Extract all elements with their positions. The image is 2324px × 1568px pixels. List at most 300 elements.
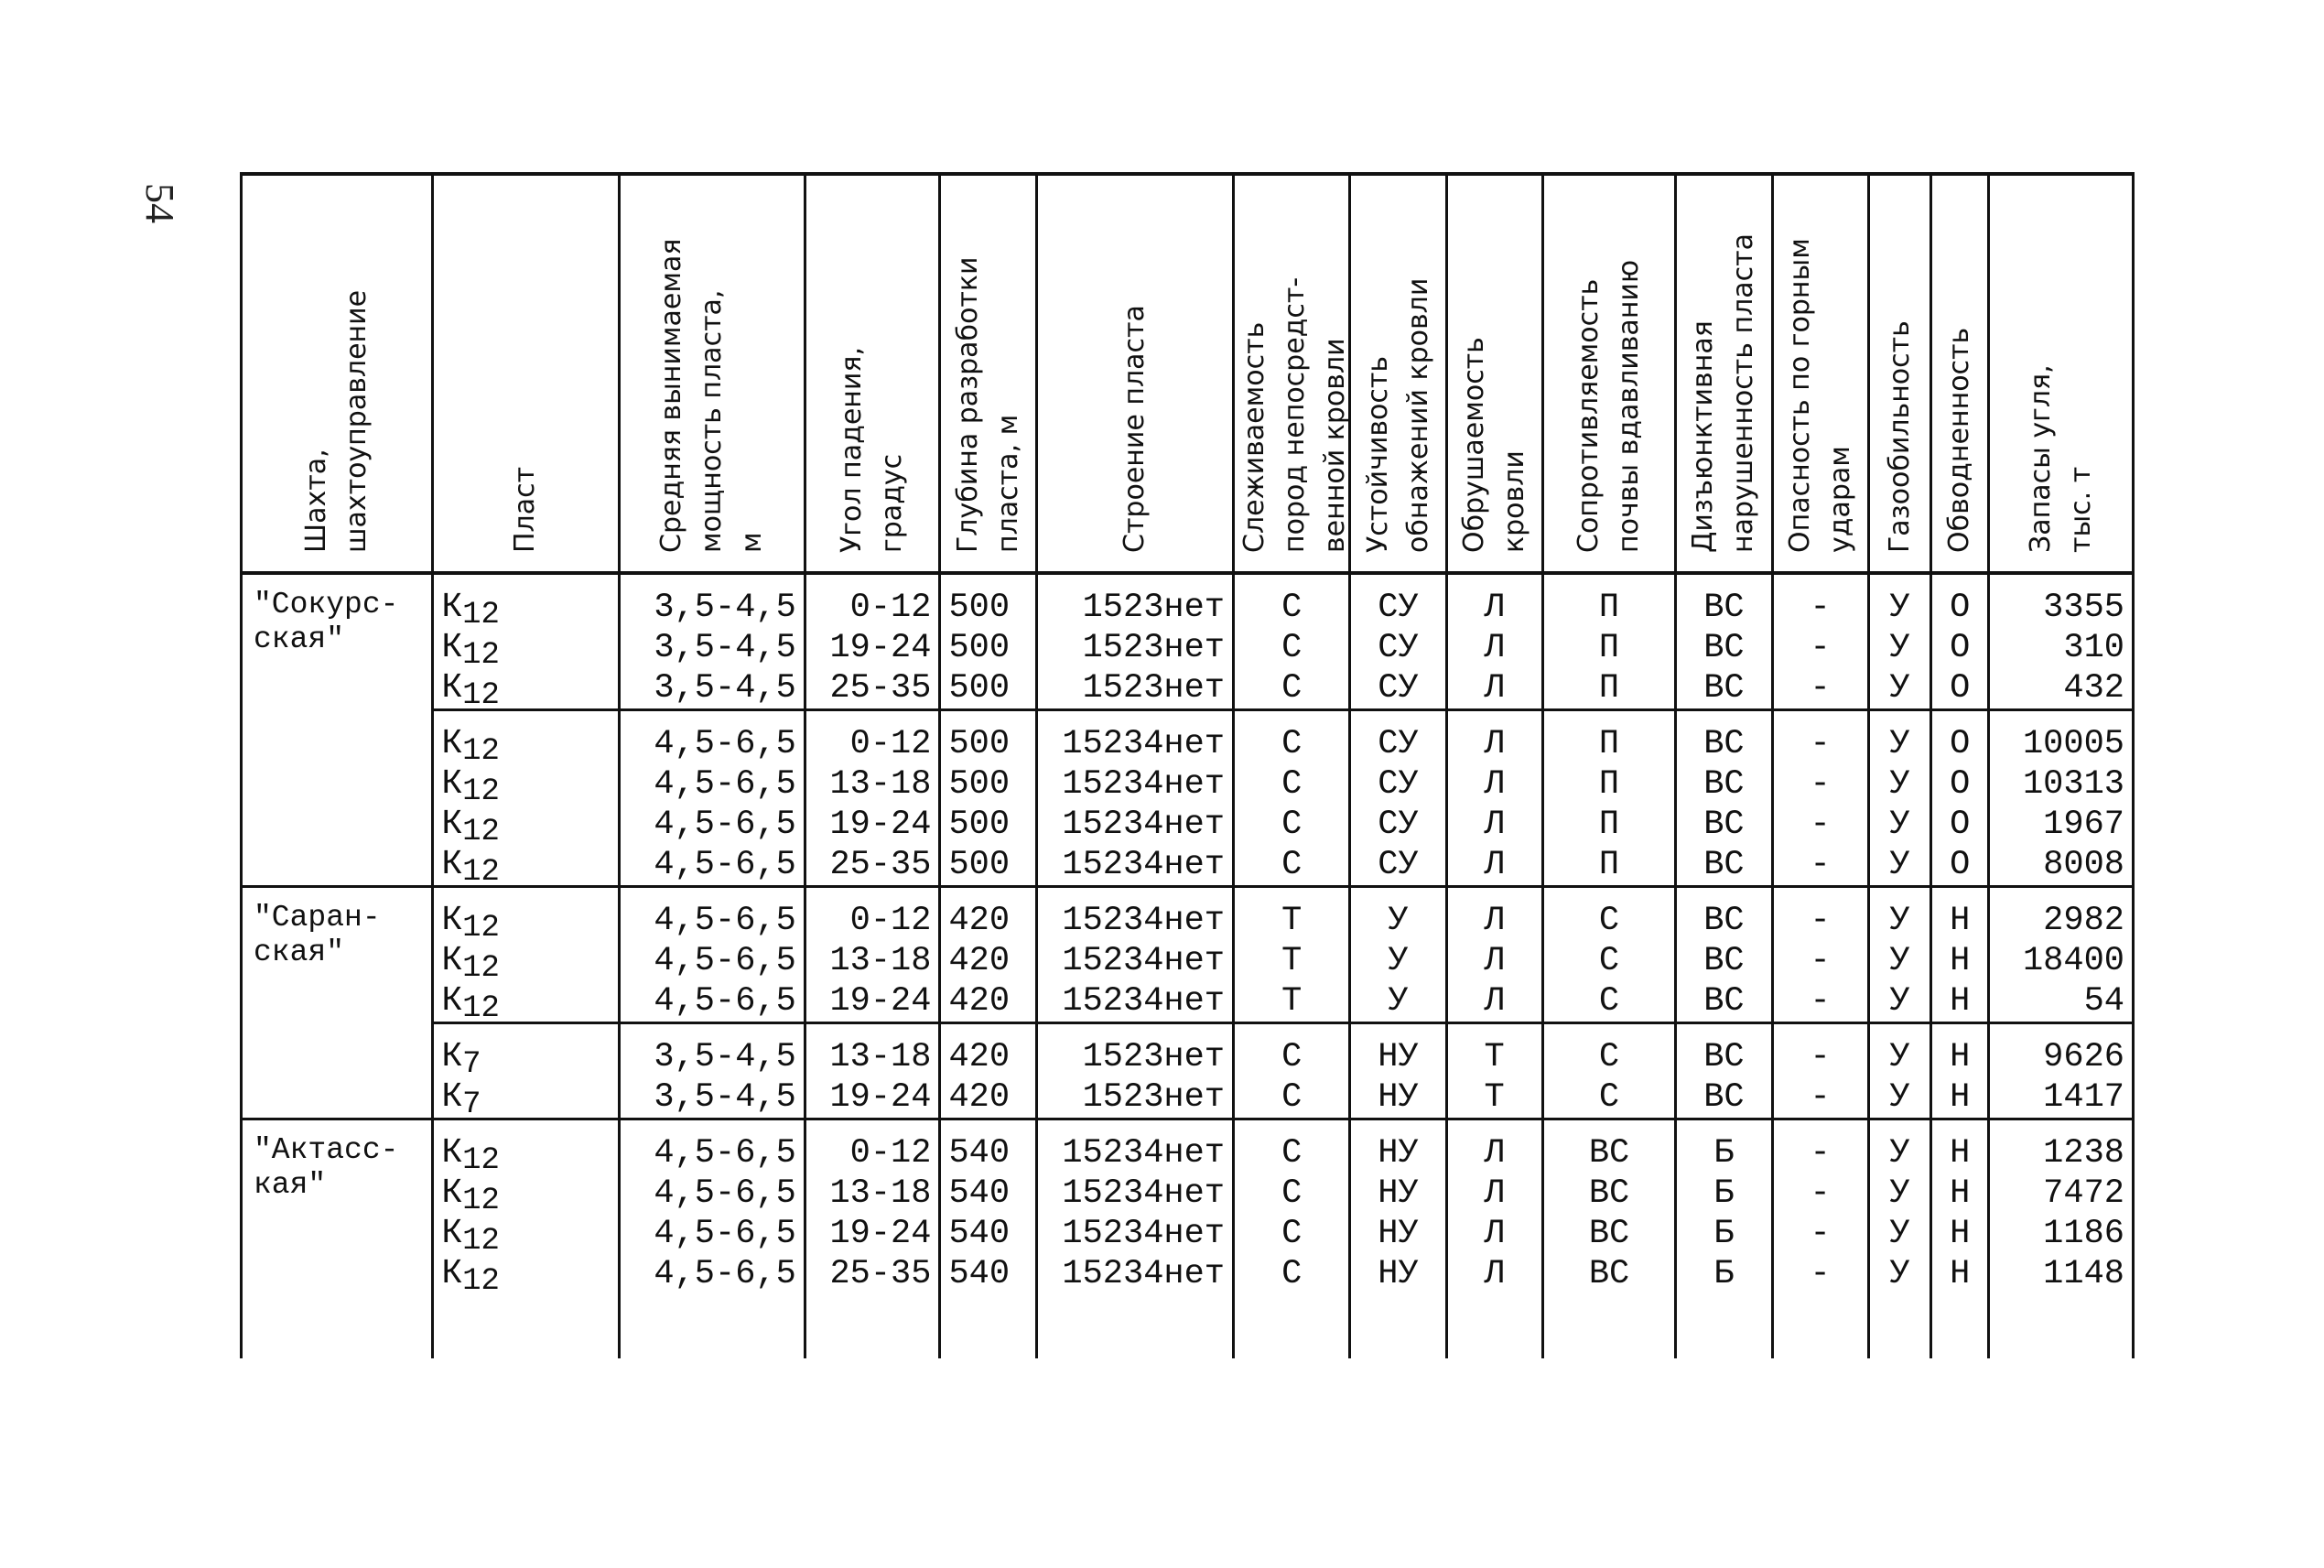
rock-burst-hazard-value: - <box>1810 902 1831 940</box>
roof-stability-value: НУ <box>1378 1174 1419 1213</box>
thickness-value: 4,5-6,5 <box>654 846 796 884</box>
water-content-value: О <box>1950 725 1971 763</box>
disjunctive-faulting-value: Б <box>1713 1215 1735 1253</box>
gas-content-value: У <box>1889 982 1910 1021</box>
col-thickness-cell <box>619 1023 805 1119</box>
water-content-value: Н <box>1950 1215 1971 1253</box>
rock-burst-hazard-value: - <box>1810 669 1831 708</box>
floor-resistance-value: П <box>1598 765 1620 804</box>
col-dip-angle-cell <box>805 573 940 710</box>
seam-value: $К_{12}$ <box>441 764 500 805</box>
roof-caking-value: С <box>1281 806 1303 844</box>
thickness-value: 3,5-4,5 <box>654 629 796 667</box>
col-dip-angle-cell <box>805 1119 940 1359</box>
col-depth-cell <box>940 573 1036 710</box>
seam-value: $К_{12}$ <box>441 1254 500 1294</box>
header-label: Дизъюнктивная нарушенность пласта <box>1687 233 1760 553</box>
dip-angle-value: 13-18 <box>829 942 932 980</box>
col-thickness-cell <box>619 710 805 887</box>
structure-value: 15234нет <box>1062 1255 1226 1293</box>
disjunctive-faulting-value: ВС <box>1703 942 1745 980</box>
col-disjunctive-faulting-cell <box>1676 887 1772 1023</box>
rock-burst-hazard-value: - <box>1810 1134 1831 1173</box>
col-coal-reserves-cell <box>1989 1119 2134 1359</box>
disjunctive-faulting-value: ВС <box>1703 669 1745 708</box>
dip-angle-value: 25-35 <box>829 1255 932 1293</box>
header-label: Угол падения, градус <box>836 347 909 553</box>
col-floor-resistance-cell <box>1542 887 1676 1023</box>
col-rock-burst-hazard-cell <box>1772 887 1868 1023</box>
mine-name: "Сокурс- ская" <box>254 588 399 656</box>
col-roof-caking-cell <box>1234 1119 1350 1359</box>
roof-caving-value: Л <box>1484 1174 1505 1213</box>
roof-caking-value: Т <box>1281 942 1303 980</box>
roof-caving-value: Л <box>1484 942 1505 980</box>
roof-caving-value: Л <box>1484 629 1505 667</box>
thickness-value: 4,5-6,5 <box>654 806 796 844</box>
col-roof-stability-cell <box>1350 887 1446 1023</box>
header-label: Запасы угля, тыс. т <box>2024 364 2097 553</box>
floor-resistance-value: С <box>1598 902 1620 940</box>
seam-value: $К_{12}$ <box>441 588 500 628</box>
col-gas-content-cell <box>1868 1119 1931 1359</box>
floor-resistance-value: П <box>1598 669 1620 708</box>
depth-value: 420 <box>948 1038 1011 1076</box>
roof-caving-value: Л <box>1484 902 1505 940</box>
mine-name-cell <box>242 573 433 887</box>
col-roof-caving-cell <box>1446 887 1542 1023</box>
coal-reserves-value: 1186 <box>2043 1215 2124 1253</box>
roof-caving-value: Л <box>1484 669 1505 708</box>
dip-angle-value: 25-35 <box>829 846 932 884</box>
structure-value: 15234нет <box>1062 902 1226 940</box>
header-label: Строение пласта <box>1118 305 1151 553</box>
col-floor-resistance-cell <box>1542 710 1676 887</box>
disjunctive-faulting-value: Б <box>1713 1134 1735 1173</box>
disjunctive-faulting-value: ВС <box>1703 1038 1745 1076</box>
rock-burst-hazard-value: - <box>1810 629 1831 667</box>
header-label: Средняя вынимаемая мощность пласта, м <box>654 238 768 553</box>
rock-burst-hazard-value: - <box>1810 846 1831 884</box>
roof-caving-value: Т <box>1484 1038 1505 1076</box>
structure-value: 15234нет <box>1062 846 1226 884</box>
floor-resistance-value: ВС <box>1588 1134 1630 1173</box>
data-row-group <box>242 1023 2134 1119</box>
gas-content-value: У <box>1889 902 1910 940</box>
col-dip-angle-cell <box>805 710 940 887</box>
data-row-group <box>242 1119 2134 1359</box>
structure-value: 15234нет <box>1062 725 1226 763</box>
dip-angle-value: 13-18 <box>829 765 932 804</box>
col-water-content-cell <box>1931 573 1989 710</box>
header-roof-caking <box>1234 174 1350 573</box>
dip-angle-value: 19-24 <box>829 629 932 667</box>
gas-content-value: У <box>1889 1255 1910 1293</box>
structure-value: 1523нет <box>1082 589 1226 627</box>
depth-value: 420 <box>948 902 1011 940</box>
header-dip-angle <box>805 174 940 573</box>
col-thickness-cell <box>619 1119 805 1359</box>
header-rock-burst-hazard <box>1772 174 1868 573</box>
rock-burst-hazard-value: - <box>1810 589 1831 627</box>
depth-value: 500 <box>948 806 1011 844</box>
floor-resistance-value: П <box>1598 846 1620 884</box>
col-thickness-cell <box>619 887 805 1023</box>
coal-reserves-value: 1967 <box>2043 806 2124 844</box>
roof-caking-value: С <box>1281 765 1303 804</box>
header-label: Обводненность <box>1943 327 1976 553</box>
page-number: 54 <box>137 183 182 223</box>
roof-caving-value: Л <box>1484 725 1505 763</box>
roof-caking-value: С <box>1281 1134 1303 1173</box>
roof-caving-value: Л <box>1484 1134 1505 1173</box>
roof-caking-value: С <box>1281 1215 1303 1253</box>
header-gas-content <box>1868 174 1931 573</box>
dip-angle-value: 0-12 <box>849 725 932 763</box>
col-thickness-cell <box>619 573 805 710</box>
gas-content-value: У <box>1889 725 1910 763</box>
col-structure-cell <box>1036 1023 1233 1119</box>
thickness-value: 4,5-6,5 <box>654 725 796 763</box>
gas-content-value: У <box>1889 1215 1910 1253</box>
gas-content-value: У <box>1889 669 1910 708</box>
rock-burst-hazard-value: - <box>1810 765 1831 804</box>
seam-value: $К_7$ <box>441 1077 481 1118</box>
roof-caving-value: Л <box>1484 846 1505 884</box>
header-label: Глубина разработки пласта, м <box>951 256 1024 553</box>
roof-stability-value: НУ <box>1378 1134 1419 1173</box>
header-structure <box>1036 174 1233 573</box>
col-roof-caking-cell <box>1234 887 1350 1023</box>
seam-cell <box>433 1119 619 1359</box>
dip-angle-value: 13-18 <box>829 1038 932 1076</box>
depth-value: 500 <box>948 669 1011 708</box>
coal-reserves-value: 1238 <box>2043 1134 2124 1173</box>
water-content-value: О <box>1950 629 1971 667</box>
thickness-value: 3,5-4,5 <box>654 1038 796 1076</box>
coal-reserves-value: 54 <box>2083 982 2124 1021</box>
depth-value: 500 <box>948 846 1011 884</box>
structure-value: 1523нет <box>1082 1078 1226 1117</box>
coal-reserves-value: 10005 <box>2022 725 2124 763</box>
col-roof-stability-cell <box>1350 1119 1446 1359</box>
col-floor-resistance-cell <box>1542 1119 1676 1359</box>
roof-stability-value: СУ <box>1378 669 1419 708</box>
seam-value: $К_{12}$ <box>441 981 500 1022</box>
col-gas-content-cell <box>1868 887 1931 1023</box>
floor-resistance-value: П <box>1598 629 1620 667</box>
seam-value: $К_{12}$ <box>441 805 500 845</box>
col-coal-reserves-cell <box>1989 887 2134 1023</box>
rock-burst-hazard-value: - <box>1810 1174 1831 1213</box>
mine-name-cell <box>242 887 433 1119</box>
water-content-value: О <box>1950 589 1971 627</box>
rock-burst-hazard-value: - <box>1810 1215 1831 1253</box>
roof-caving-value: Л <box>1484 806 1505 844</box>
dip-angle-value: 25-35 <box>829 669 932 708</box>
coal-reserves-value: 1148 <box>2043 1255 2124 1293</box>
structure-value: 1523нет <box>1082 629 1226 667</box>
col-coal-reserves-cell <box>1989 710 2134 887</box>
col-disjunctive-faulting-cell <box>1676 1119 1772 1359</box>
seam-value: $К_{12}$ <box>441 1133 500 1173</box>
col-roof-caving-cell <box>1446 1119 1542 1359</box>
coal-reserves-value: 1417 <box>2043 1078 2124 1117</box>
disjunctive-faulting-value: ВС <box>1703 806 1745 844</box>
col-coal-reserves-cell <box>1989 1023 2134 1119</box>
floor-resistance-value: П <box>1598 589 1620 627</box>
disjunctive-faulting-value: Б <box>1713 1255 1735 1293</box>
gas-content-value: У <box>1889 806 1910 844</box>
water-content-value: О <box>1950 846 1971 884</box>
floor-resistance-value: С <box>1598 1078 1620 1117</box>
roof-caking-value: С <box>1281 1174 1303 1213</box>
header-disjunctive-faulting <box>1676 174 1772 573</box>
depth-value: 420 <box>948 982 1011 1021</box>
seam-value: $К_{12}$ <box>441 724 500 764</box>
depth-value: 420 <box>948 942 1011 980</box>
roof-caving-value: Т <box>1484 1078 1505 1117</box>
structure-value: 15234нет <box>1062 1174 1226 1213</box>
header-label: Слеживаемость пород непосредст- венной кровли <box>1238 276 1352 553</box>
col-water-content-cell <box>1931 887 1989 1023</box>
gas-content-value: У <box>1889 1038 1910 1076</box>
water-content-value: Н <box>1950 1255 1971 1293</box>
thickness-value: 4,5-6,5 <box>654 1215 796 1253</box>
depth-value: 500 <box>948 629 1011 667</box>
roof-caving-value: Л <box>1484 1215 1505 1253</box>
coal-reserves-value: 10313 <box>2022 765 2124 804</box>
roof-caking-value: С <box>1281 589 1303 627</box>
structure-value: 1523нет <box>1082 1038 1226 1076</box>
depth-value: 540 <box>948 1215 1011 1253</box>
structure-value: 15234нет <box>1062 806 1226 844</box>
gas-content-value: У <box>1889 846 1910 884</box>
dip-angle-value: 13-18 <box>829 1174 932 1213</box>
data-row-group <box>242 710 2134 887</box>
roof-caking-value: С <box>1281 846 1303 884</box>
col-floor-resistance-cell <box>1542 1023 1676 1119</box>
col-gas-content-cell <box>1868 710 1931 887</box>
col-rock-burst-hazard-cell <box>1772 710 1868 887</box>
gas-content-value: У <box>1889 1134 1910 1173</box>
header-depth <box>940 174 1036 573</box>
disjunctive-faulting-value: ВС <box>1703 725 1745 763</box>
gas-content-value: У <box>1889 589 1910 627</box>
thickness-value: 3,5-4,5 <box>654 1078 796 1117</box>
seam-value: $К_{12}$ <box>441 628 500 668</box>
col-structure-cell <box>1036 1119 1233 1359</box>
thickness-value: 4,5-6,5 <box>654 982 796 1021</box>
rock-burst-hazard-value: - <box>1810 942 1831 980</box>
disjunctive-faulting-value: Б <box>1713 1174 1735 1213</box>
roof-caking-value: С <box>1281 669 1303 708</box>
col-disjunctive-faulting-cell <box>1676 710 1772 887</box>
roof-stability-value: НУ <box>1378 1038 1419 1076</box>
dip-angle-value: 0-12 <box>849 902 932 940</box>
disjunctive-faulting-value: ВС <box>1703 902 1745 940</box>
disjunctive-faulting-value: ВС <box>1703 765 1745 804</box>
seam-cell <box>433 887 619 1023</box>
structure-value: 15234нет <box>1062 1215 1226 1253</box>
gas-content-value: У <box>1889 1174 1910 1213</box>
disjunctive-faulting-value: ВС <box>1703 982 1745 1021</box>
col-structure-cell <box>1036 573 1233 710</box>
roof-caving-value: Л <box>1484 589 1505 627</box>
dip-angle-value: 19-24 <box>829 1215 932 1253</box>
structure-value: 15234нет <box>1062 765 1226 804</box>
col-roof-caking-cell <box>1234 710 1350 887</box>
col-roof-stability-cell <box>1350 573 1446 710</box>
roof-caving-value: Л <box>1484 1255 1505 1293</box>
rock-burst-hazard-value: - <box>1810 1078 1831 1117</box>
disjunctive-faulting-value: ВС <box>1703 589 1745 627</box>
seam-cell <box>433 710 619 887</box>
coal-reserves-value: 7472 <box>2043 1174 2124 1213</box>
depth-value: 540 <box>948 1174 1011 1213</box>
roof-stability-value: НУ <box>1378 1255 1419 1293</box>
water-content-value: Н <box>1950 942 1971 980</box>
gas-content-value: У <box>1889 629 1910 667</box>
rock-burst-hazard-value: - <box>1810 1255 1831 1293</box>
roof-stability-value: СУ <box>1378 765 1419 804</box>
header-thickness <box>619 174 805 573</box>
col-coal-reserves-cell <box>1989 573 2134 710</box>
col-roof-caking-cell <box>1234 1023 1350 1119</box>
dip-angle-value: 19-24 <box>829 806 932 844</box>
col-roof-caving-cell <box>1446 1023 1542 1119</box>
depth-value: 420 <box>948 1078 1011 1117</box>
depth-value: 500 <box>948 765 1011 804</box>
mine-data-table <box>240 172 2135 1358</box>
col-roof-stability-cell <box>1350 710 1446 887</box>
structure-value: 1523нет <box>1082 669 1226 708</box>
floor-resistance-value: С <box>1598 942 1620 980</box>
roof-caving-value: Л <box>1484 765 1505 804</box>
rock-burst-hazard-value: - <box>1810 725 1831 763</box>
gas-content-value: У <box>1889 765 1910 804</box>
roof-caking-value: С <box>1281 725 1303 763</box>
header-coal-reserves <box>1989 174 2134 573</box>
header-row <box>242 174 2134 573</box>
header-roof-caving <box>1446 174 1542 573</box>
col-depth-cell <box>940 887 1036 1023</box>
mine-name: "Актасс- кая" <box>254 1133 399 1202</box>
header-label: Сопротивляемость почвы вдавливанию <box>1573 259 1646 553</box>
water-content-value: Н <box>1950 902 1971 940</box>
header-label: Шахта, шахтоуправление <box>300 289 373 553</box>
roof-caking-value: С <box>1281 629 1303 667</box>
dip-angle-value: 0-12 <box>849 589 932 627</box>
header-roof-stability <box>1350 174 1446 573</box>
header-seam <box>433 174 619 573</box>
roof-stability-value: НУ <box>1378 1078 1419 1117</box>
dip-angle-value: 0-12 <box>849 1134 932 1173</box>
col-water-content-cell <box>1931 1119 1989 1359</box>
seam-cell <box>433 573 619 710</box>
data-row-group <box>242 887 2134 1023</box>
roof-caking-value: С <box>1281 1255 1303 1293</box>
gas-content-value: У <box>1889 942 1910 980</box>
header-water-content <box>1931 174 1989 573</box>
coal-reserves-value: 432 <box>2063 669 2124 708</box>
structure-value: 15234нет <box>1062 1134 1226 1173</box>
col-rock-burst-hazard-cell <box>1772 1119 1868 1359</box>
col-disjunctive-faulting-cell <box>1676 573 1772 710</box>
header-floor-resistance <box>1542 174 1676 573</box>
roof-stability-value: СУ <box>1378 589 1419 627</box>
roof-stability-value: СУ <box>1378 846 1419 884</box>
coal-reserves-value: 310 <box>2063 629 2124 667</box>
rock-burst-hazard-value: - <box>1810 806 1831 844</box>
coal-reserves-value: 3355 <box>2043 589 2124 627</box>
col-roof-caking-cell <box>1234 573 1350 710</box>
floor-resistance-value: П <box>1598 725 1620 763</box>
dip-angle-value: 19-24 <box>829 1078 932 1117</box>
roof-caking-value: С <box>1281 1078 1303 1117</box>
roof-stability-value: НУ <box>1378 1215 1419 1253</box>
rock-burst-hazard-value: - <box>1810 982 1831 1021</box>
disjunctive-faulting-value: ВС <box>1703 846 1745 884</box>
seam-value: $К_{12}$ <box>441 901 500 941</box>
coal-reserves-value: 8008 <box>2043 846 2124 884</box>
col-structure-cell <box>1036 710 1233 887</box>
water-content-value: Н <box>1950 1038 1971 1076</box>
thickness-value: 4,5-6,5 <box>654 1134 796 1173</box>
thickness-value: 4,5-6,5 <box>654 765 796 804</box>
col-gas-content-cell <box>1868 573 1931 710</box>
coal-reserves-value: 9626 <box>2043 1038 2124 1076</box>
col-dip-angle-cell <box>805 1023 940 1119</box>
roof-caking-value: С <box>1281 1038 1303 1076</box>
col-water-content-cell <box>1931 1023 1989 1119</box>
seam-value: $К_{12}$ <box>441 845 500 885</box>
depth-value: 540 <box>948 1134 1011 1173</box>
header-label: Устойчивость обнажений кровли <box>1361 277 1434 553</box>
floor-resistance-value: ВС <box>1588 1255 1630 1293</box>
seam-value: $К_{12}$ <box>441 668 500 708</box>
thickness-value: 4,5-6,5 <box>654 1255 796 1293</box>
coal-reserves-value: 18400 <box>2022 942 2124 980</box>
water-content-value: Н <box>1950 1134 1971 1173</box>
depth-value: 540 <box>948 1255 1011 1293</box>
roof-stability-value: СУ <box>1378 629 1419 667</box>
col-gas-content-cell <box>1868 1023 1931 1119</box>
roof-stability-value: У <box>1388 902 1409 940</box>
floor-resistance-value: П <box>1598 806 1620 844</box>
col-disjunctive-faulting-cell <box>1676 1023 1772 1119</box>
seam-value: $К_{12}$ <box>441 941 500 981</box>
disjunctive-faulting-value: ВС <box>1703 629 1745 667</box>
rock-burst-hazard-value: - <box>1810 1038 1831 1076</box>
col-floor-resistance-cell <box>1542 573 1676 710</box>
depth-value: 500 <box>948 589 1011 627</box>
header-label: Пласт <box>509 466 542 553</box>
seam-value: $К_{12}$ <box>441 1214 500 1254</box>
col-water-content-cell <box>1931 710 1989 887</box>
water-content-value: О <box>1950 669 1971 708</box>
seam-value: $К_7$ <box>441 1037 481 1077</box>
col-roof-stability-cell <box>1350 1023 1446 1119</box>
col-roof-caving-cell <box>1446 710 1542 887</box>
disjunctive-faulting-value: ВС <box>1703 1078 1745 1117</box>
roof-stability-value: СУ <box>1378 725 1419 763</box>
water-content-value: О <box>1950 765 1971 804</box>
data-row-group <box>242 573 2134 710</box>
water-content-value: Н <box>1950 982 1971 1021</box>
floor-resistance-value: ВС <box>1588 1215 1630 1253</box>
col-depth-cell <box>940 1119 1036 1359</box>
